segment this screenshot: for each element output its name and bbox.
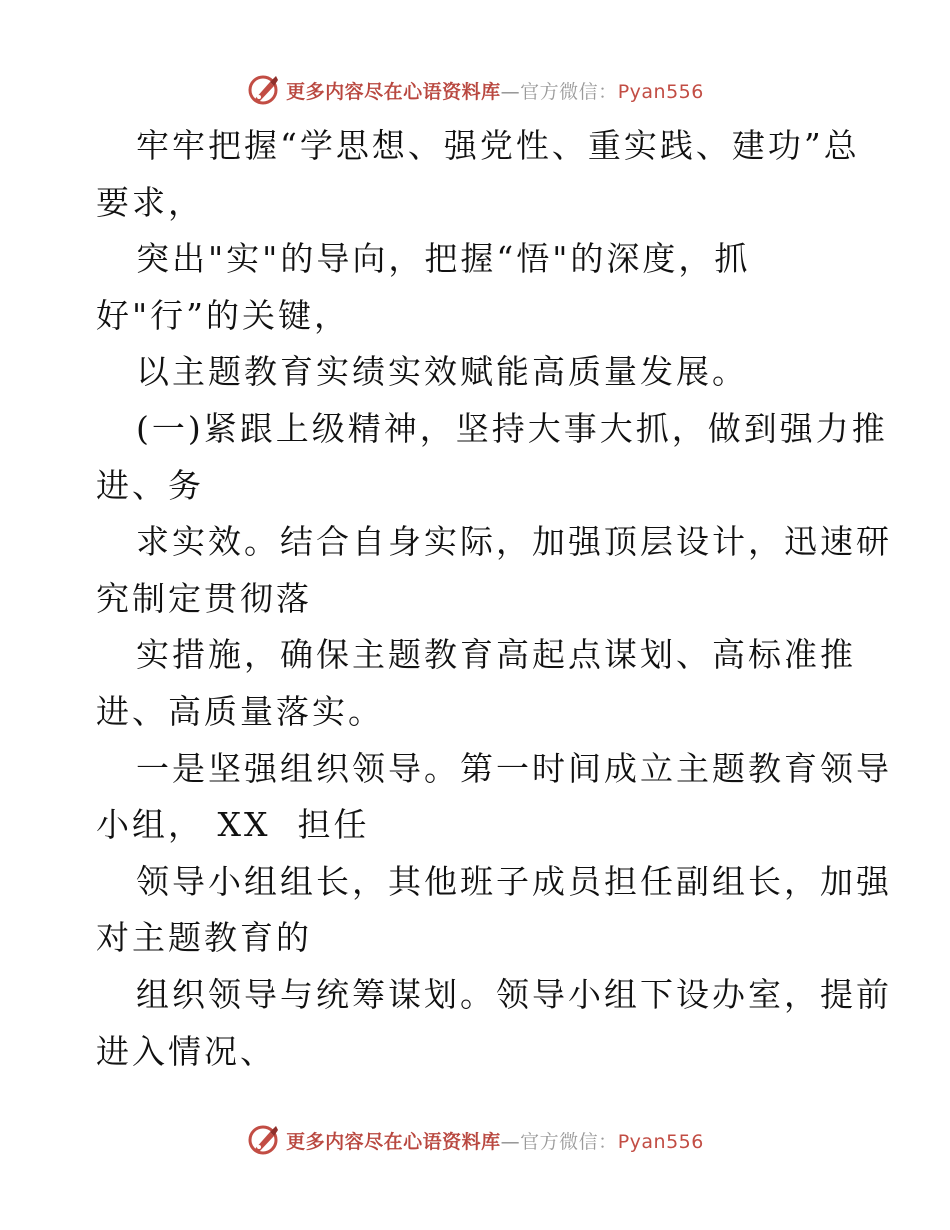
body-line-15: 对主题教育的 — [96, 918, 312, 958]
footer-watermark — [0, 1120, 950, 1160]
body-line-13: 小组， XX 担任 — [96, 805, 370, 845]
body-line-4: 好"行”的关键， — [96, 295, 351, 335]
body-line-5: 以主题教育实绩实效赋能高质量发展。 — [136, 352, 748, 392]
footer-watermark-text — [286, 1127, 704, 1154]
body-line-3: 突出"实"的导向，把握“悟"的深度，抓 — [136, 239, 751, 279]
footer-brand: 更多内容尽在心语资料库 — [286, 1130, 501, 1153]
body-line-6: (一)紧跟上级精神，坚持大事大抓，做到强力推 — [136, 408, 888, 448]
footer-contact-label: 官方微信： — [520, 1130, 618, 1153]
footer-separator: — — [500, 1130, 521, 1153]
header-brand: 更多内容尽在心语资料库 — [286, 80, 501, 103]
footer-contact-id: Pyan556 — [617, 1130, 704, 1153]
body-line-16: 组织领导与统筹谋划。领导小组下设办室，提前 — [136, 974, 892, 1014]
header-watermark — [0, 70, 950, 110]
body-line-9: 究制定贯彻落 — [96, 578, 312, 618]
body-line-8: 求实效。结合自身实际，加强顶层设计，迅速研 — [136, 522, 892, 562]
body-line-11: 进、高质量落实。 — [96, 691, 384, 731]
body-line-12: 一是坚强组织领导。第一时间成立主题教育领导 — [136, 748, 892, 788]
header-contact-label: 官方微信： — [520, 80, 618, 103]
body-line-1: 牢牢把握“学思想、强党性、重实践、建功”总 — [136, 126, 860, 165]
body-line-2: 要求， — [96, 182, 204, 222]
fountain-pen-logo-icon — [246, 72, 282, 108]
header-watermark-text — [286, 77, 704, 104]
fountain-pen-logo-icon — [246, 1122, 282, 1158]
header-separator: — — [500, 80, 521, 103]
body-line-14: 领导小组组长，其他班子成员担任副组长，加强 — [136, 861, 892, 901]
body-line-10: 实措施，确保主题教育高起点谋划、高标准推 — [136, 635, 856, 675]
document-body — [96, 118, 892, 1080]
body-line-17: 进入情况、 — [96, 1031, 276, 1071]
header-contact-id: Pyan556 — [617, 80, 704, 103]
body-line-7: 进、务 — [96, 465, 204, 505]
